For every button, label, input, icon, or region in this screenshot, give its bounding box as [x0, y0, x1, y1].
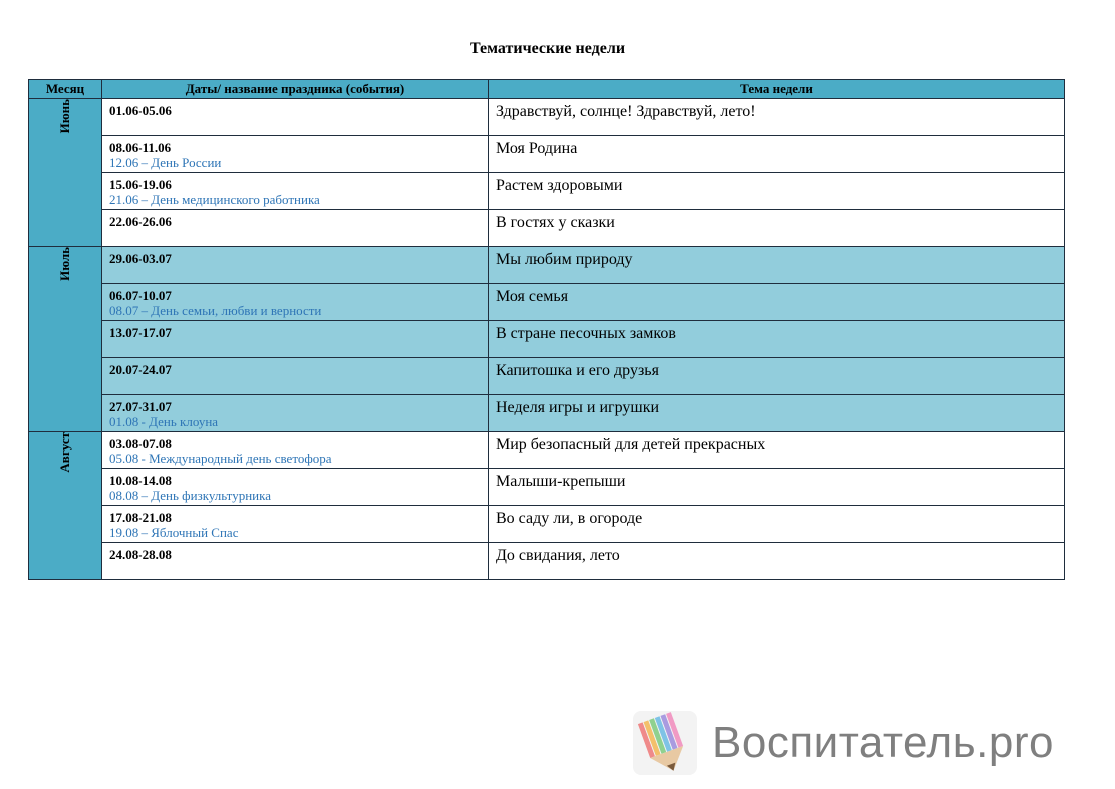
week-event: 05.08 - Международный день светофора: [109, 451, 332, 466]
week-theme: Мир безопасный для детей прекрасных: [496, 436, 766, 453]
week-theme: Неделя игры и игрушки: [496, 399, 660, 416]
week-theme: Моя Родина: [496, 140, 578, 157]
thematic-weeks-table: [28, 79, 1065, 580]
dates-cell: [102, 210, 489, 247]
week-theme: Растем здоровыми: [496, 177, 623, 194]
week-theme: В гостях у сказки: [496, 214, 615, 231]
header-month: Месяц: [29, 80, 102, 99]
theme-cell: [489, 395, 1065, 432]
watermark-text: Воспитатель.pro: [712, 718, 1054, 767]
dates-cell: [102, 506, 489, 543]
dates-cell: [102, 99, 489, 136]
pencils-logo-icon: [632, 710, 698, 776]
table-row: [29, 136, 1065, 173]
header-theme: Тема недели: [489, 80, 1065, 99]
week-dates: 03.08-07.08: [109, 436, 172, 451]
week-theme: Капитошка и его друзья: [496, 362, 659, 379]
dates-cell: [102, 173, 489, 210]
table-header-row: [29, 80, 1065, 99]
week-event: 01.08 - День клоуна: [109, 414, 219, 429]
dates-cell: [102, 247, 489, 284]
month-label: Август: [57, 432, 72, 473]
table-row: [29, 173, 1065, 210]
week-theme: Малыши-крепыши: [496, 473, 626, 490]
week-theme: До свидания, лето: [496, 547, 620, 564]
week-dates: 24.08-28.08: [109, 547, 172, 562]
table-row: [29, 321, 1065, 358]
theme-cell: [489, 99, 1065, 136]
table-row: [29, 432, 1065, 469]
week-theme: Здравствуй, солнце! Здравствуй, лето!: [496, 103, 756, 120]
week-dates: 17.08-21.08: [109, 510, 172, 525]
week-dates: 27.07-31.07: [109, 399, 172, 414]
month-cell-june: [29, 99, 102, 247]
dates-cell: [102, 543, 489, 580]
table-row: [29, 247, 1065, 284]
theme-cell: [489, 432, 1065, 469]
month-cell-july: [29, 247, 102, 432]
week-theme: Мы любим природу: [496, 251, 633, 268]
table-row: [29, 210, 1065, 247]
week-event: 19.08 – Яблочный Спас: [109, 525, 239, 540]
week-dates: 06.07-10.07: [109, 288, 172, 303]
week-theme: Во саду ли, в огороде: [496, 510, 643, 527]
table-row: [29, 543, 1065, 580]
week-dates: 22.06-26.06: [109, 214, 172, 229]
week-event: 12.06 – День России: [109, 155, 222, 170]
header-dates: Даты/ название праздника (события): [102, 80, 489, 99]
table-row: [29, 99, 1065, 136]
theme-cell: [489, 358, 1065, 395]
table-row: [29, 506, 1065, 543]
week-dates: 01.06-05.06: [109, 103, 172, 118]
dates-cell: [102, 395, 489, 432]
dates-cell: [102, 432, 489, 469]
week-event: 21.06 – День медицинского работника: [109, 192, 320, 207]
week-event: 08.08 – День физкультурника: [109, 488, 271, 503]
week-dates: 20.07-24.07: [109, 362, 172, 377]
theme-cell: [489, 321, 1065, 358]
week-event: 08.07 – День семьи, любви и верности: [109, 303, 322, 318]
theme-cell: [489, 543, 1065, 580]
theme-cell: [489, 469, 1065, 506]
theme-cell: [489, 247, 1065, 284]
table-row: [29, 469, 1065, 506]
dates-cell: [102, 358, 489, 395]
dates-cell: [102, 469, 489, 506]
week-theme: В стране песочных замков: [496, 325, 676, 342]
dates-cell: [102, 284, 489, 321]
table-row: [29, 358, 1065, 395]
month-label: Июль: [57, 247, 72, 281]
week-dates: 13.07-17.07: [109, 325, 172, 340]
week-dates: 10.08-14.08: [109, 473, 172, 488]
week-dates: 29.06-03.07: [109, 251, 172, 266]
table-row: [29, 395, 1065, 432]
theme-cell: [489, 210, 1065, 247]
week-dates: 08.06-11.06: [109, 140, 172, 155]
dates-cell: [102, 321, 489, 358]
week-dates: 15.06-19.06: [109, 177, 172, 192]
theme-cell: [489, 173, 1065, 210]
theme-cell: [489, 284, 1065, 321]
month-cell-august: [29, 432, 102, 580]
week-theme: Моя семья: [496, 288, 569, 305]
table-row: [29, 284, 1065, 321]
month-label: Июнь: [57, 99, 72, 134]
page-title: Тематические недели: [469, 40, 626, 57]
dates-cell: [102, 136, 489, 173]
theme-cell: [489, 136, 1065, 173]
watermark: [632, 707, 1102, 779]
theme-cell: [489, 506, 1065, 543]
